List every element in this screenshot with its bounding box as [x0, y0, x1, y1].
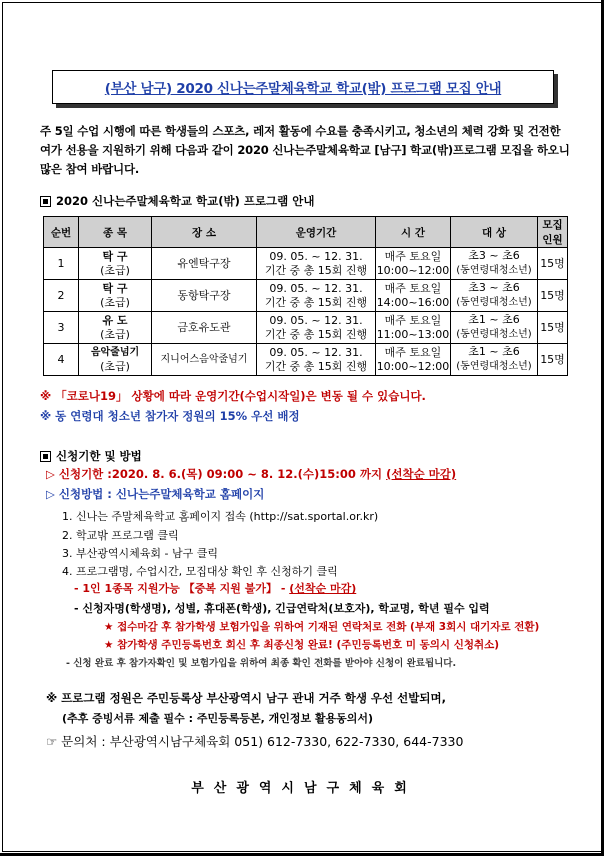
- rule-one-tag: (선착순 마감): [289, 582, 357, 595]
- time-day: 매주 토요일: [384, 345, 442, 359]
- period-range: 09. 05. ~ 12. 31.: [269, 345, 363, 359]
- page-title: (부산 남구) 2020 신나는주말체육학교 학교(밖) 프로그램 모집 안내: [104, 81, 502, 97]
- cell-period: [257, 248, 376, 280]
- section-program-title: 2020 신나는주말체육학교 학교(밖) 프로그램 안내: [56, 194, 315, 208]
- title-box: [52, 70, 554, 104]
- target-grade: 초3 ~ 초6: [468, 249, 520, 262]
- rule-one-text: - 1인 1종목 지원가능 【중복 지원 불가】 -: [74, 582, 286, 595]
- cell-sport: [79, 248, 152, 280]
- cell-target: [451, 280, 538, 312]
- star-note-2: ★ 참가학생 주민등록번호 회신 후 최종신청 완료! (주민등록번호 미 동의시 신청취소): [104, 639, 500, 651]
- period-count: 기간 중 총 15회 진행: [264, 263, 368, 277]
- target-note: (동연령대청소년): [456, 265, 532, 276]
- time-hours: 10:00~12:00: [376, 263, 450, 277]
- rule-confirm-call: - 신청 완료 후 참가자확인 및 보험가입을 위하여 최종 확인 전화를 받아야 신청이 완료됩니다.: [66, 658, 457, 669]
- cell-no: 3: [44, 312, 79, 344]
- col-count: 모집인원: [538, 217, 568, 248]
- deadline-text: ▷ 신청기한 :2020. 8. 6.(목) 09:00 ~ 8. 12.(수)15:00 까지: [46, 467, 383, 481]
- col-time: 시 간: [376, 217, 451, 248]
- target-grade: 초1 ~ 초6: [468, 313, 520, 326]
- square-bullet-icon: [40, 196, 51, 207]
- table-row: [44, 248, 568, 280]
- section-apply-heading: [40, 448, 142, 464]
- target-grade: 초1 ~ 초6: [468, 345, 520, 358]
- sport-name: 탁 구: [102, 249, 128, 263]
- cell-place: 금호유도관: [152, 312, 257, 344]
- sport-level: (초급): [100, 295, 130, 309]
- cell-no: 4: [44, 344, 79, 376]
- footer-organization: 부산광역시남구체육회: [191, 781, 417, 796]
- section-apply-title: 신청기한 및 방법: [56, 449, 142, 463]
- table-row: [44, 280, 568, 312]
- cell-count: 15명: [538, 280, 568, 312]
- cell-time: [376, 312, 451, 344]
- period-range: 09. 05. ~ 12. 31.: [269, 249, 363, 263]
- cell-count: 15명: [538, 344, 568, 376]
- covid-note: ※ 「코로나19」 상황에 따라 운영기간(수업시작일)은 변동 될 수 있습니다.: [40, 389, 426, 403]
- period-count: 기간 중 총 15회 진행: [264, 327, 368, 341]
- time-hours: 10:00~12:00: [376, 359, 450, 373]
- residency-docs: (추후 증빙서류 제출 필수 : 주민등록등본, 개인정보 활용동의서): [62, 712, 374, 725]
- sport-level: (초급): [100, 327, 130, 341]
- contact-line: ☞ 문의처 : 부산광역시남구체육회 051) 612-7330, 622-7330, 644-7330: [46, 734, 464, 749]
- time-day: 매주 토요일: [384, 281, 442, 295]
- cell-time: [376, 344, 451, 376]
- period-range: 09. 05. ~ 12. 31.: [269, 281, 363, 295]
- sport-name: 음악줄넘기: [90, 347, 140, 358]
- rule-one-sport: [74, 580, 356, 596]
- table-header-row: [44, 217, 568, 248]
- time-hours: 11:00~13:00: [376, 327, 450, 341]
- period-range: 09. 05. ~ 12. 31.: [269, 313, 363, 327]
- table-row: [44, 344, 568, 376]
- cell-no: 2: [44, 280, 79, 312]
- target-note: (동연령대청소년): [456, 297, 532, 308]
- cell-period: [257, 312, 376, 344]
- time-hours: 14:00~16:00: [376, 295, 450, 309]
- cell-count: 15명: [538, 312, 568, 344]
- cell-sport: [79, 312, 152, 344]
- cell-time: [376, 248, 451, 280]
- col-sport: 종 목: [79, 217, 152, 248]
- rule-required-fields: - 신청자명(학생명), 성별, 휴대폰(학생), 긴급연락처(보호자), 학교명, 학년 필수 입력: [74, 602, 490, 615]
- sport-name: 탁 구: [102, 281, 128, 295]
- target-grade: 초3 ~ 초6: [468, 281, 520, 294]
- cell-period: [257, 280, 376, 312]
- cell-no: 1: [44, 248, 79, 280]
- cell-target: [451, 312, 538, 344]
- star-note-1: ★ 접수마감 후 참가학생 보험가입을 위하여 기재된 연락처로 전화 (부재 3회시 대기자로 전환): [104, 621, 540, 633]
- priority-note: ※ 동 연령대 청소년 참가자 정원의 15% 우선 배정: [40, 409, 300, 423]
- time-day: 매주 토요일: [384, 313, 442, 327]
- method-line: ▷ 신청방법 : 신나는주말체육학교 홈페이지: [46, 487, 265, 501]
- intro-paragraph: 주 5일 수업 시행에 따른 학생들의 스포츠, 레저 활동에 수요를 충족시키고, 청소년의 체력 강화 및 건전한 여가 선용을 지원하기 위해 다음과 같이 2020 신나는주말체육학교 [남구] 학교(밖)프로그램 모집을 하오니 많은 참여 바랍니다.: [40, 124, 570, 176]
- cell-period: [257, 344, 376, 376]
- deadline-tag: (선착순 마감): [386, 467, 457, 481]
- cell-sport: [79, 280, 152, 312]
- cell-target: [451, 248, 538, 280]
- period-count: 기간 중 총 15회 진행: [264, 295, 368, 309]
- sport-level: (초급): [100, 360, 130, 373]
- step-4: 4. 프로그램명, 수업시간, 모집대상 확인 후 신청하기 클릭: [62, 565, 338, 578]
- col-target: 대 상: [451, 217, 538, 248]
- time-day: 매주 토요일: [384, 249, 442, 263]
- cell-time: [376, 280, 451, 312]
- col-no: 순번: [44, 217, 79, 248]
- step-2: 2. 학교밖 프로그램 클릭: [62, 529, 179, 542]
- cell-target: [451, 344, 538, 376]
- cell-place: 동항탁구장: [152, 280, 257, 312]
- target-note: (동연령대청소년): [456, 361, 532, 372]
- col-period: 운영기간: [257, 217, 376, 248]
- cell-place: 유엔탁구장: [152, 248, 257, 280]
- target-note: (동연령대청소년): [456, 329, 532, 340]
- table-row: [44, 312, 568, 344]
- step-3: 3. 부산광역시체육회 - 남구 클릭: [62, 547, 218, 560]
- residency-note: ※ 프로그램 정원은 주민등록상 부산광역시 남구 관내 거주 학생 우선 선발되며,: [46, 691, 446, 705]
- cell-sport: [79, 344, 152, 376]
- step-1: 1. 신나는 주말체육학교 홈페이지 접속 (http://sat.sportal.or.kr): [62, 510, 379, 523]
- cell-count: 15명: [538, 248, 568, 280]
- cell-place: 지니어스음악줄넘기: [152, 344, 257, 376]
- program-table: [43, 216, 568, 376]
- deadline-line: [46, 466, 456, 482]
- sport-level: (초급): [100, 263, 130, 277]
- section-program-heading: [40, 193, 315, 209]
- square-bullet-icon: [40, 451, 51, 462]
- col-place: 장 소: [152, 217, 257, 248]
- period-count: 기간 중 총 15회 진행: [264, 359, 368, 373]
- sport-name: 유 도: [102, 313, 128, 327]
